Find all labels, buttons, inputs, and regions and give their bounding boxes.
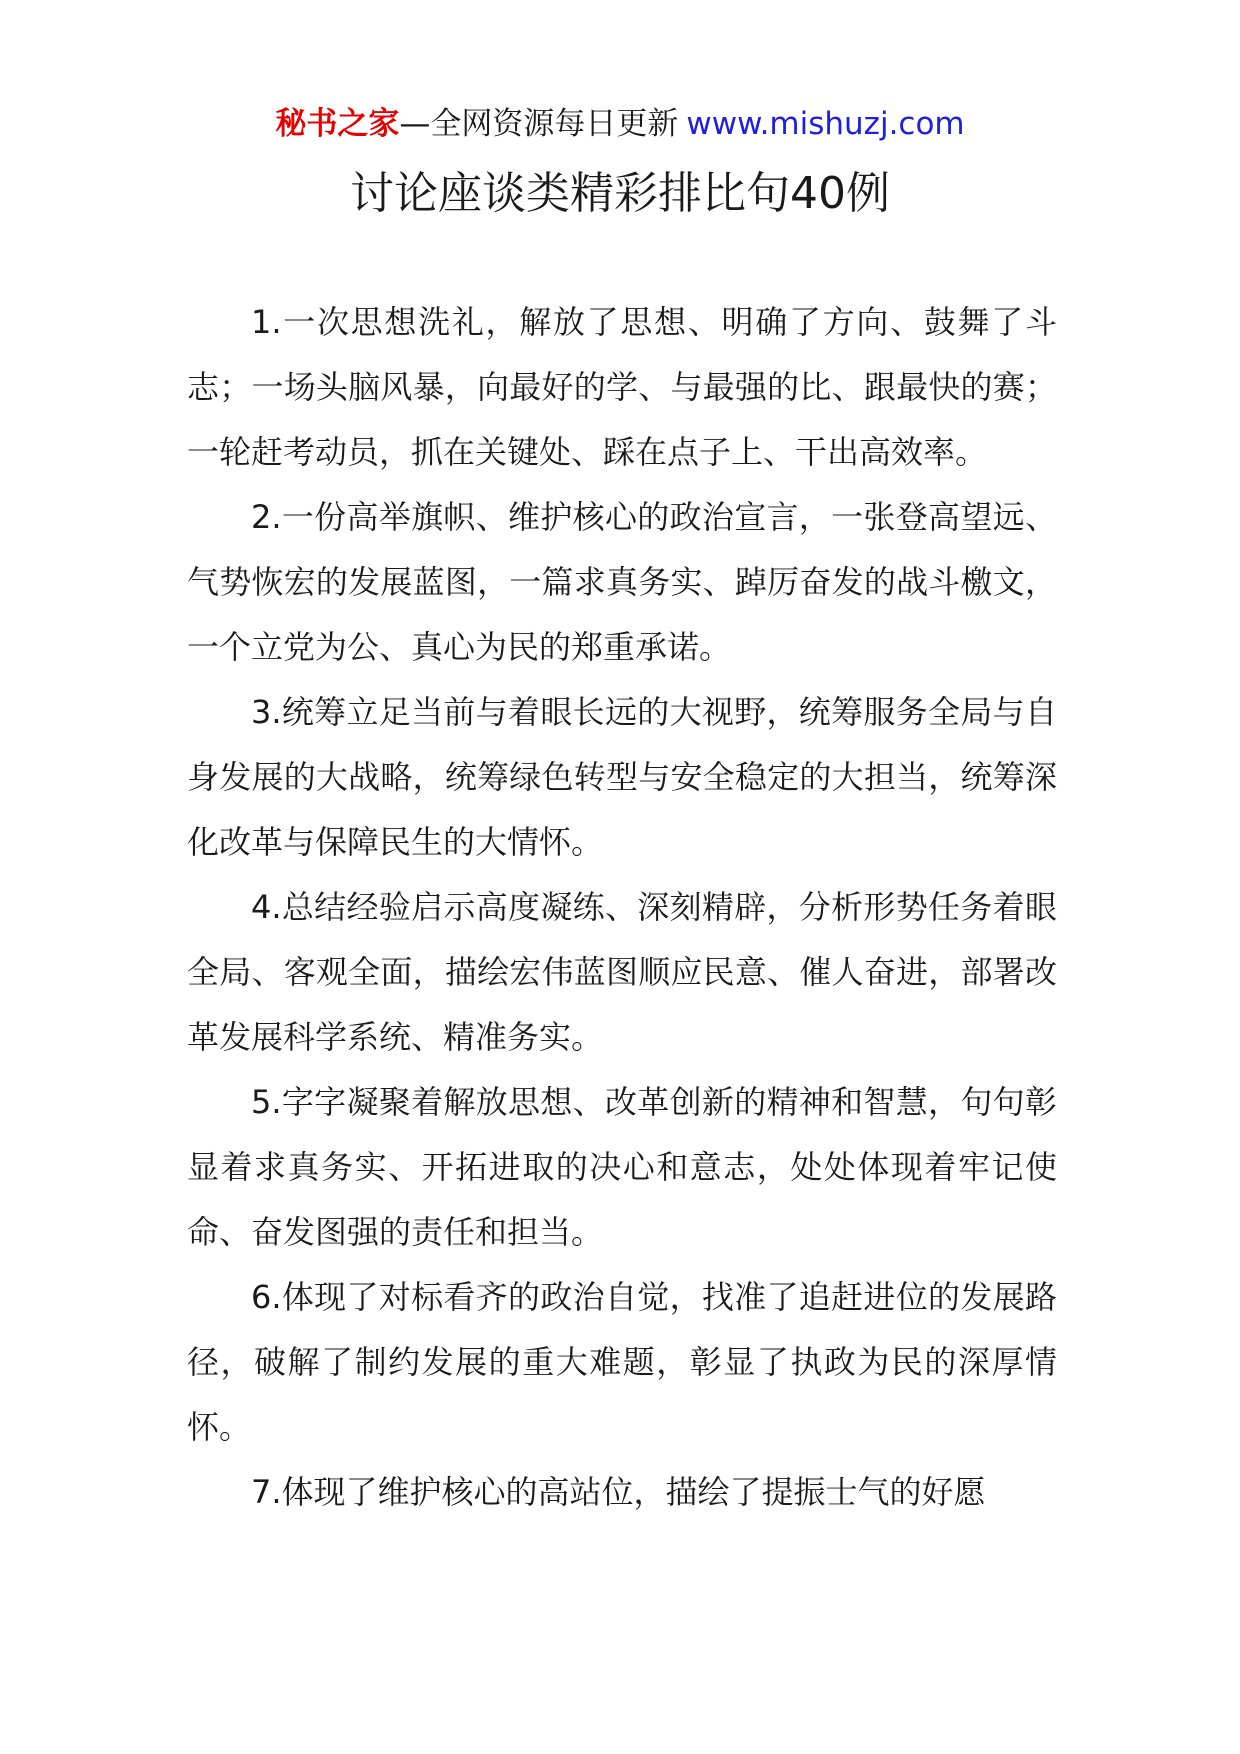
paragraph-2: 2.一份高举旗帜、维护核心的政治宣言，一张登高望远、气势恢宏的发展蓝图，一篇求真务实、踔厉奋发的战斗檄文，一个立党为公、真心为民的郑重承诺。 — [187, 498, 1057, 666]
document-title: 讨论座谈类精彩排比句40例 — [350, 168, 890, 219]
paragraph-1: 1.一次思想洗礼，解放了思想、明确了方向、鼓舞了斗志；一场头脑风暴，向最好的学、与最强的比、跟最快的赛；一轮赶考动员，抓在关键处、踩在点子上、干出高效率。 — [187, 303, 1057, 471]
paragraph-4: 4.总结经验启示高度凝练、深刻精辟，分析形势任务着眼全局、客观全面，描绘宏伟蓝图顺应民意、催人奋进，部署改革发展科学系统、精准务实。 — [187, 888, 1057, 1056]
site-url-link[interactable]: www.mishuzj.com — [686, 106, 965, 142]
paragraph-3: 3.统筹立足当前与着眼长远的大视野，统筹服务全局与自身发展的大战略，统筹绿色转型与安全稳定的大担当，统筹深化改革与保障民生的大情怀。 — [187, 693, 1057, 861]
site-slogan: —全网资源每日更新 — [399, 106, 679, 142]
paragraph-5: 5.字字凝聚着解放思想、改革创新的精神和智慧，句句彰显着求真务实、开拓进取的决心和意志，处处体现着牢记使命、奋发图强的责任和担当。 — [187, 1083, 1057, 1251]
paragraph-6: 6.体现了对标看齐的政治自觉，找准了追赶进位的发展路径，破解了制约发展的重大难题，彰显了执政为民的深厚情怀。 — [187, 1278, 1057, 1446]
paragraph-7: 7.体现了维护核心的高站位，描绘了提振士气的好愿 — [251, 1473, 986, 1511]
site-header — [0, 102, 1240, 146]
document-body — [187, 290, 1057, 1525]
site-name: 秘书之家 — [275, 106, 400, 142]
